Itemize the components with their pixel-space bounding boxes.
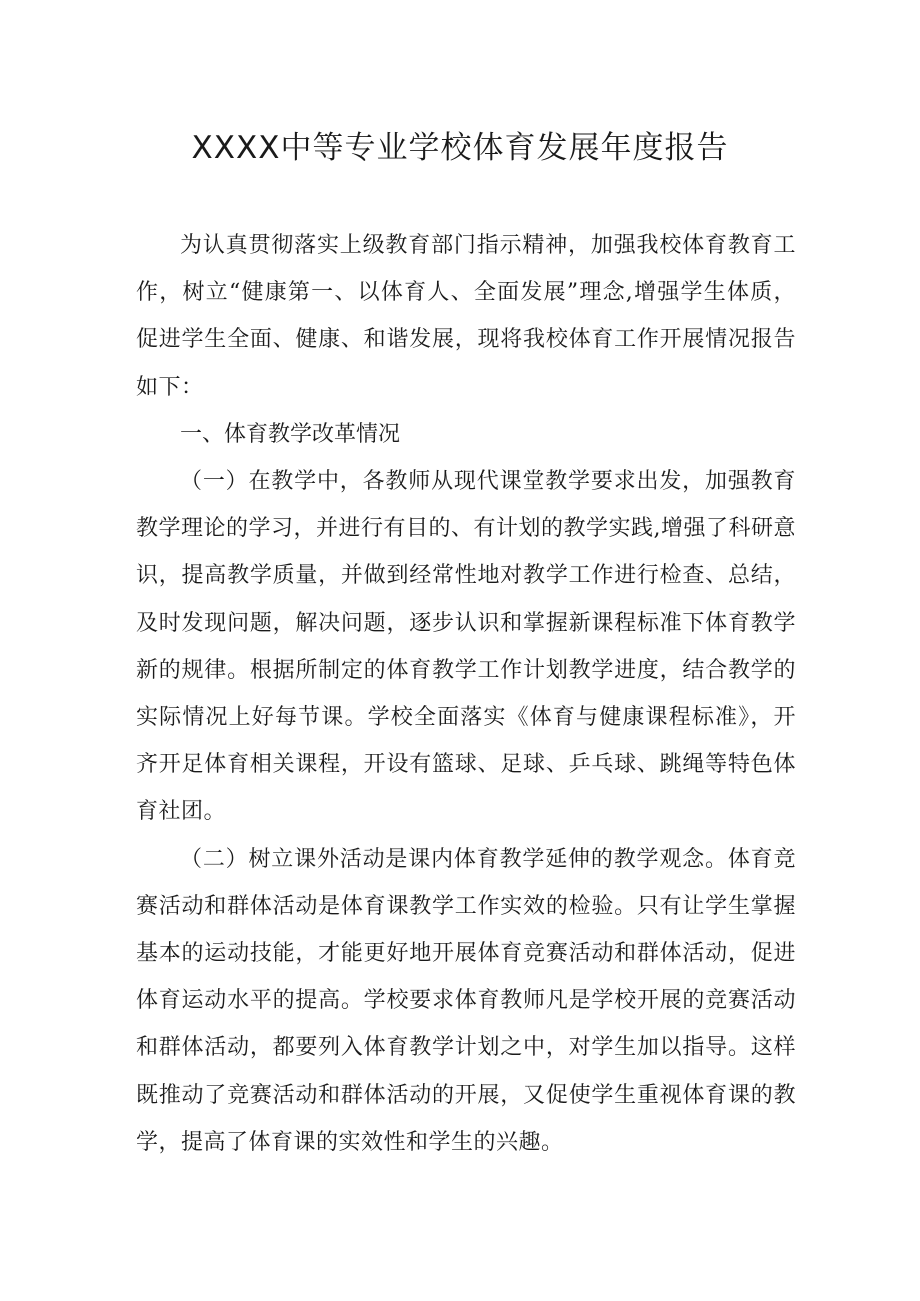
document-body <box>136 222 796 1166</box>
section-paragraph-2: （二）树立课外活动是课内体育教学延伸的教学观念。体育竞赛活动和群体活动是体育课教学工作实效的检验。只有让学生掌握基本的运动技能，才能更好地开展体育竞赛活动和群体活动，促进体育运动水平的提高。学校要求体育教师凡是学校开展的竞赛活动和群体活动，都要列入体育教学计划之中，对学生加以指导。这样既推动了竞赛活动和群体活动的开展，又促使学生重视体育课的教学，提高了体育课的实效性和学生的兴趣。 <box>136 846 796 1155</box>
section-paragraph-1: （一）在教学中，各教师从现代课堂教学要求出发，加强教育教学理论的学习，并进行有目的、有计划的教学实践,增强了科研意识，提高教学质量，并做到经常性地对教学工作进行检查、总结，及时发现问题，解决问题，逐步认识和掌握新课程标准下体育教学新的规律。根据所制定的体育教学工作计划教学进度，结合教学的实际情况上好每节课。学校全面落实《体育与健康课程标准》，开齐开足体育相关课程，开设有篮球、足球、乒乓球、跳绳等特色体育社团。 <box>136 469 796 825</box>
section-heading: 一、体育教学改革情况 <box>180 421 401 447</box>
intro-paragraph: 为认真贯彻落实上级教育部门指示精神，加强我校体育教育工作，树立“健康第一、以体育人、全面发展”理念,增强学生体质，促进学生全面、健康、和谐发展，现将我校体育工作开展情况报告如下： <box>136 233 796 400</box>
document-title: XXXX中等专业学校体育发展年度报告 <box>191 130 729 166</box>
